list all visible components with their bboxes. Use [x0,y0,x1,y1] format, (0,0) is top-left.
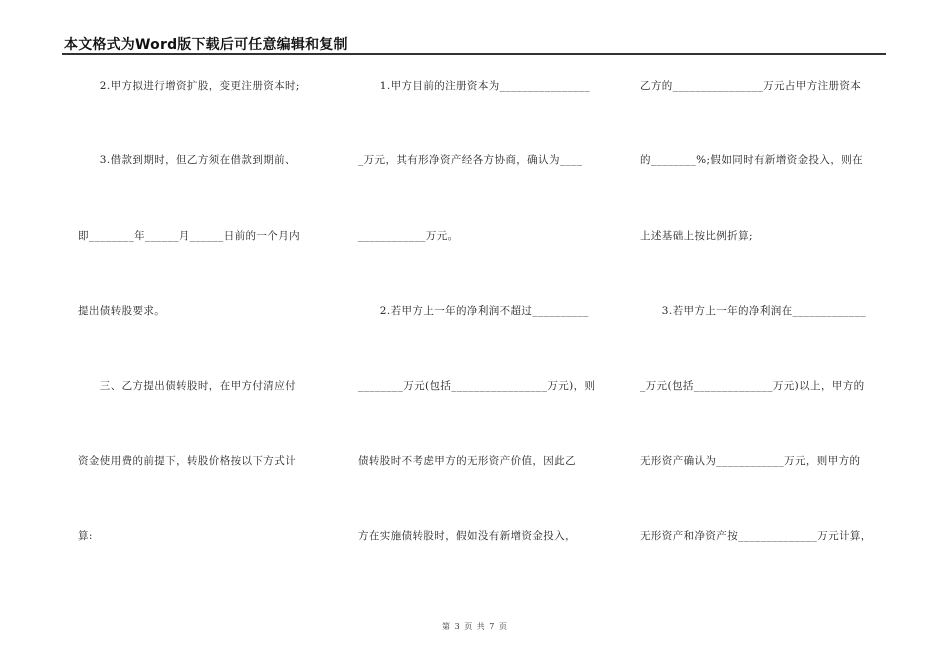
text-line: 即________年______月______日前的一个月内 [78,230,300,242]
text-line: _万元(包括______________万元)以上，甲方的 [640,380,865,392]
text-line: 三、乙方提出债转股时，在甲方付清应付 [78,380,296,392]
text-line: 上述基础上按比例折算; [640,230,753,242]
page-header-title: 本文格式为Word版下载后可任意编辑和复制 [64,37,348,53]
text-line: 2.甲方拟进行增资扩股，变更注册资本时; [78,80,300,92]
text-line: 2.若甲方上一年的净利润不超过__________ [358,305,589,317]
text-line: 债转股时不考虑甲方的无形资产价值，因此乙 [358,455,576,467]
text-line: _万元，其有形净资产经各方协商，确认为____ [358,154,583,166]
text-line: ____________万元。 [358,230,459,242]
text-line: 方在实施债转股时，假如没有新增资金投入， [358,530,576,542]
text-line: 提出债转股要求。 [78,305,166,317]
text-line: 算: [78,530,93,542]
text-line: 3.借款到期时，但乙方须在借款到期前、 [78,154,296,166]
text-line: ________万元(包括_________________万元)，则 [358,380,596,392]
text-line: 乙方的________________万元占甲方注册资本 [640,80,862,92]
text-line: 1.甲方目前的注册资本为________________ [358,80,591,92]
text-line: 无形资产确认为____________万元，则甲方的 [640,455,861,467]
text-line: 的________%;假如同时有新增资金投入，则在 [640,154,864,166]
text-line: 无形资产和净资产按______________万元计算， [640,530,872,542]
text-line: 资金使用费的前提下，转股价格按以下方式计 [78,455,296,467]
text-line: 3.若甲方上一年的净利润在_____________ [640,305,866,317]
header-divider [62,53,886,55]
page-number: 第 3 页 共 7 页 [442,622,508,631]
